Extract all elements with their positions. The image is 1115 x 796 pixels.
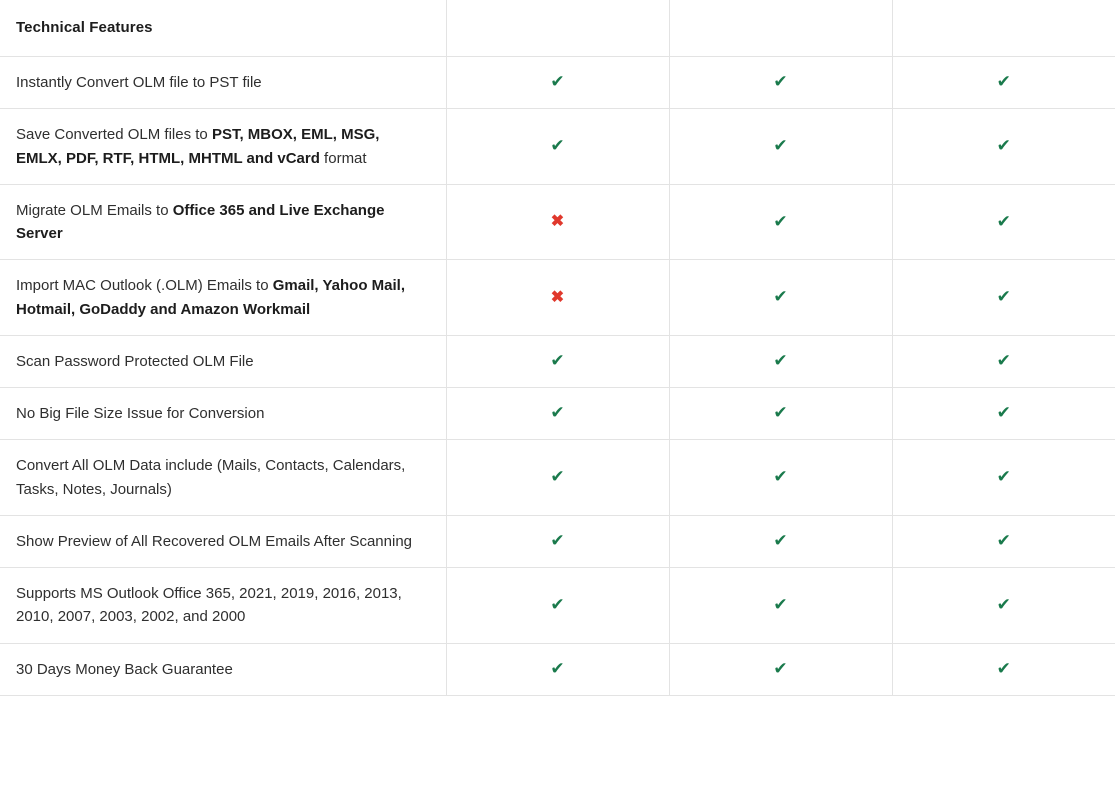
- table-row: [0, 515, 1115, 567]
- check-icon: ✔: [550, 467, 565, 486]
- table-row: [0, 57, 1115, 109]
- feature-label: Save Converted OLM files to PST, MBOX, EML, MSG, EMLX, PDF, RTF, HTML, MHTML and vCard format: [0, 109, 446, 185]
- feature-availability-cell: [446, 388, 669, 440]
- table-row: [0, 109, 1115, 185]
- table-header-row: [0, 0, 1115, 57]
- table-row: [0, 388, 1115, 440]
- feature-label: No Big File Size Issue for Conversion: [0, 388, 446, 440]
- table-row: [0, 335, 1115, 387]
- feature-availability-cell: [892, 388, 1115, 440]
- table-header-plan-1: [446, 0, 669, 57]
- feature-availability-cell: [892, 440, 1115, 516]
- cross-icon: ✖: [550, 288, 565, 306]
- feature-label: Migrate OLM Emails to Office 365 and Live Exchange Server: [0, 184, 446, 260]
- feature-availability-cell: [669, 568, 892, 644]
- feature-label: Show Preview of All Recovered OLM Emails After Scanning: [0, 515, 446, 567]
- feature-availability-cell: [892, 109, 1115, 185]
- feature-availability-cell: [446, 184, 669, 260]
- check-icon: ✔: [773, 287, 788, 306]
- feature-availability-cell: [669, 515, 892, 567]
- feature-label: Supports MS Outlook Office 365, 2021, 2019, 2016, 2013, 2010, 2007, 2003, 2002, and 2000: [0, 568, 446, 644]
- feature-availability-cell: [446, 57, 669, 109]
- check-icon: ✔: [550, 403, 565, 423]
- feature-availability-cell: [892, 184, 1115, 260]
- feature-availability-cell: [669, 184, 892, 260]
- feature-availability-cell: [892, 57, 1115, 109]
- feature-availability-cell: [669, 335, 892, 387]
- table-row: [0, 184, 1115, 260]
- feature-availability-cell: [446, 260, 669, 336]
- check-icon: ✔: [996, 72, 1011, 92]
- table-header-plan-3: [892, 0, 1115, 57]
- check-icon: ✔: [996, 350, 1011, 370]
- page-title: Technical Features: [16, 19, 153, 36]
- table-row: [0, 643, 1115, 695]
- feature-availability-cell: [446, 335, 669, 387]
- check-icon: ✔: [550, 658, 565, 678]
- feature-availability-cell: [892, 260, 1115, 336]
- feature-availability-cell: [669, 109, 892, 185]
- check-icon: ✔: [996, 530, 1011, 550]
- table-row: [0, 440, 1115, 516]
- check-icon: ✔: [996, 136, 1011, 155]
- check-icon: ✔: [550, 350, 565, 370]
- feature-availability-cell: [892, 568, 1115, 644]
- feature-availability-cell: [669, 57, 892, 109]
- feature-label: Import MAC Outlook (.OLM) Emails to Gmail, Yahoo Mail, Hotmail, GoDaddy and Amazon Workmail: [0, 260, 446, 336]
- check-icon: ✔: [996, 467, 1011, 486]
- table-row: [0, 568, 1115, 644]
- check-icon: ✔: [773, 136, 788, 155]
- feature-availability-cell: [669, 643, 892, 695]
- check-icon: ✔: [996, 211, 1011, 231]
- check-icon: ✔: [550, 72, 565, 92]
- feature-availability-cell: [669, 440, 892, 516]
- feature-availability-cell: [669, 388, 892, 440]
- check-icon: ✔: [773, 350, 788, 370]
- check-icon: ✔: [773, 594, 788, 614]
- check-icon: ✔: [996, 287, 1011, 306]
- feature-availability-cell: [892, 335, 1115, 387]
- check-icon: ✔: [773, 211, 788, 231]
- feature-label: Scan Password Protected OLM File: [0, 335, 446, 387]
- check-icon: ✔: [773, 467, 788, 486]
- table-header-feature-cell: [0, 0, 446, 57]
- check-icon: ✔: [773, 530, 788, 550]
- feature-label: Instantly Convert OLM file to PST file: [0, 57, 446, 109]
- feature-availability-cell: [446, 568, 669, 644]
- check-icon: ✔: [996, 658, 1011, 678]
- check-icon: ✔: [773, 658, 788, 678]
- feature-availability-cell: [446, 109, 669, 185]
- check-icon: ✔: [996, 594, 1011, 614]
- feature-availability-cell: [892, 643, 1115, 695]
- check-icon: ✔: [773, 72, 788, 92]
- feature-availability-cell: [446, 440, 669, 516]
- check-icon: ✔: [773, 403, 788, 423]
- feature-availability-cell: [669, 260, 892, 336]
- check-icon: ✔: [550, 530, 565, 550]
- feature-label: Convert All OLM Data include (Mails, Contacts, Calendars, Tasks, Notes, Journals): [0, 440, 446, 516]
- check-icon: ✔: [550, 594, 565, 614]
- feature-availability-cell: [892, 515, 1115, 567]
- table-header-plan-2: [669, 0, 892, 57]
- cross-icon: ✖: [550, 213, 565, 230]
- check-icon: ✔: [550, 136, 565, 155]
- check-icon: ✔: [996, 403, 1011, 423]
- feature-availability-cell: [446, 643, 669, 695]
- feature-label: 30 Days Money Back Guarantee: [0, 643, 446, 695]
- table-row: [0, 260, 1115, 336]
- feature-availability-cell: [446, 515, 669, 567]
